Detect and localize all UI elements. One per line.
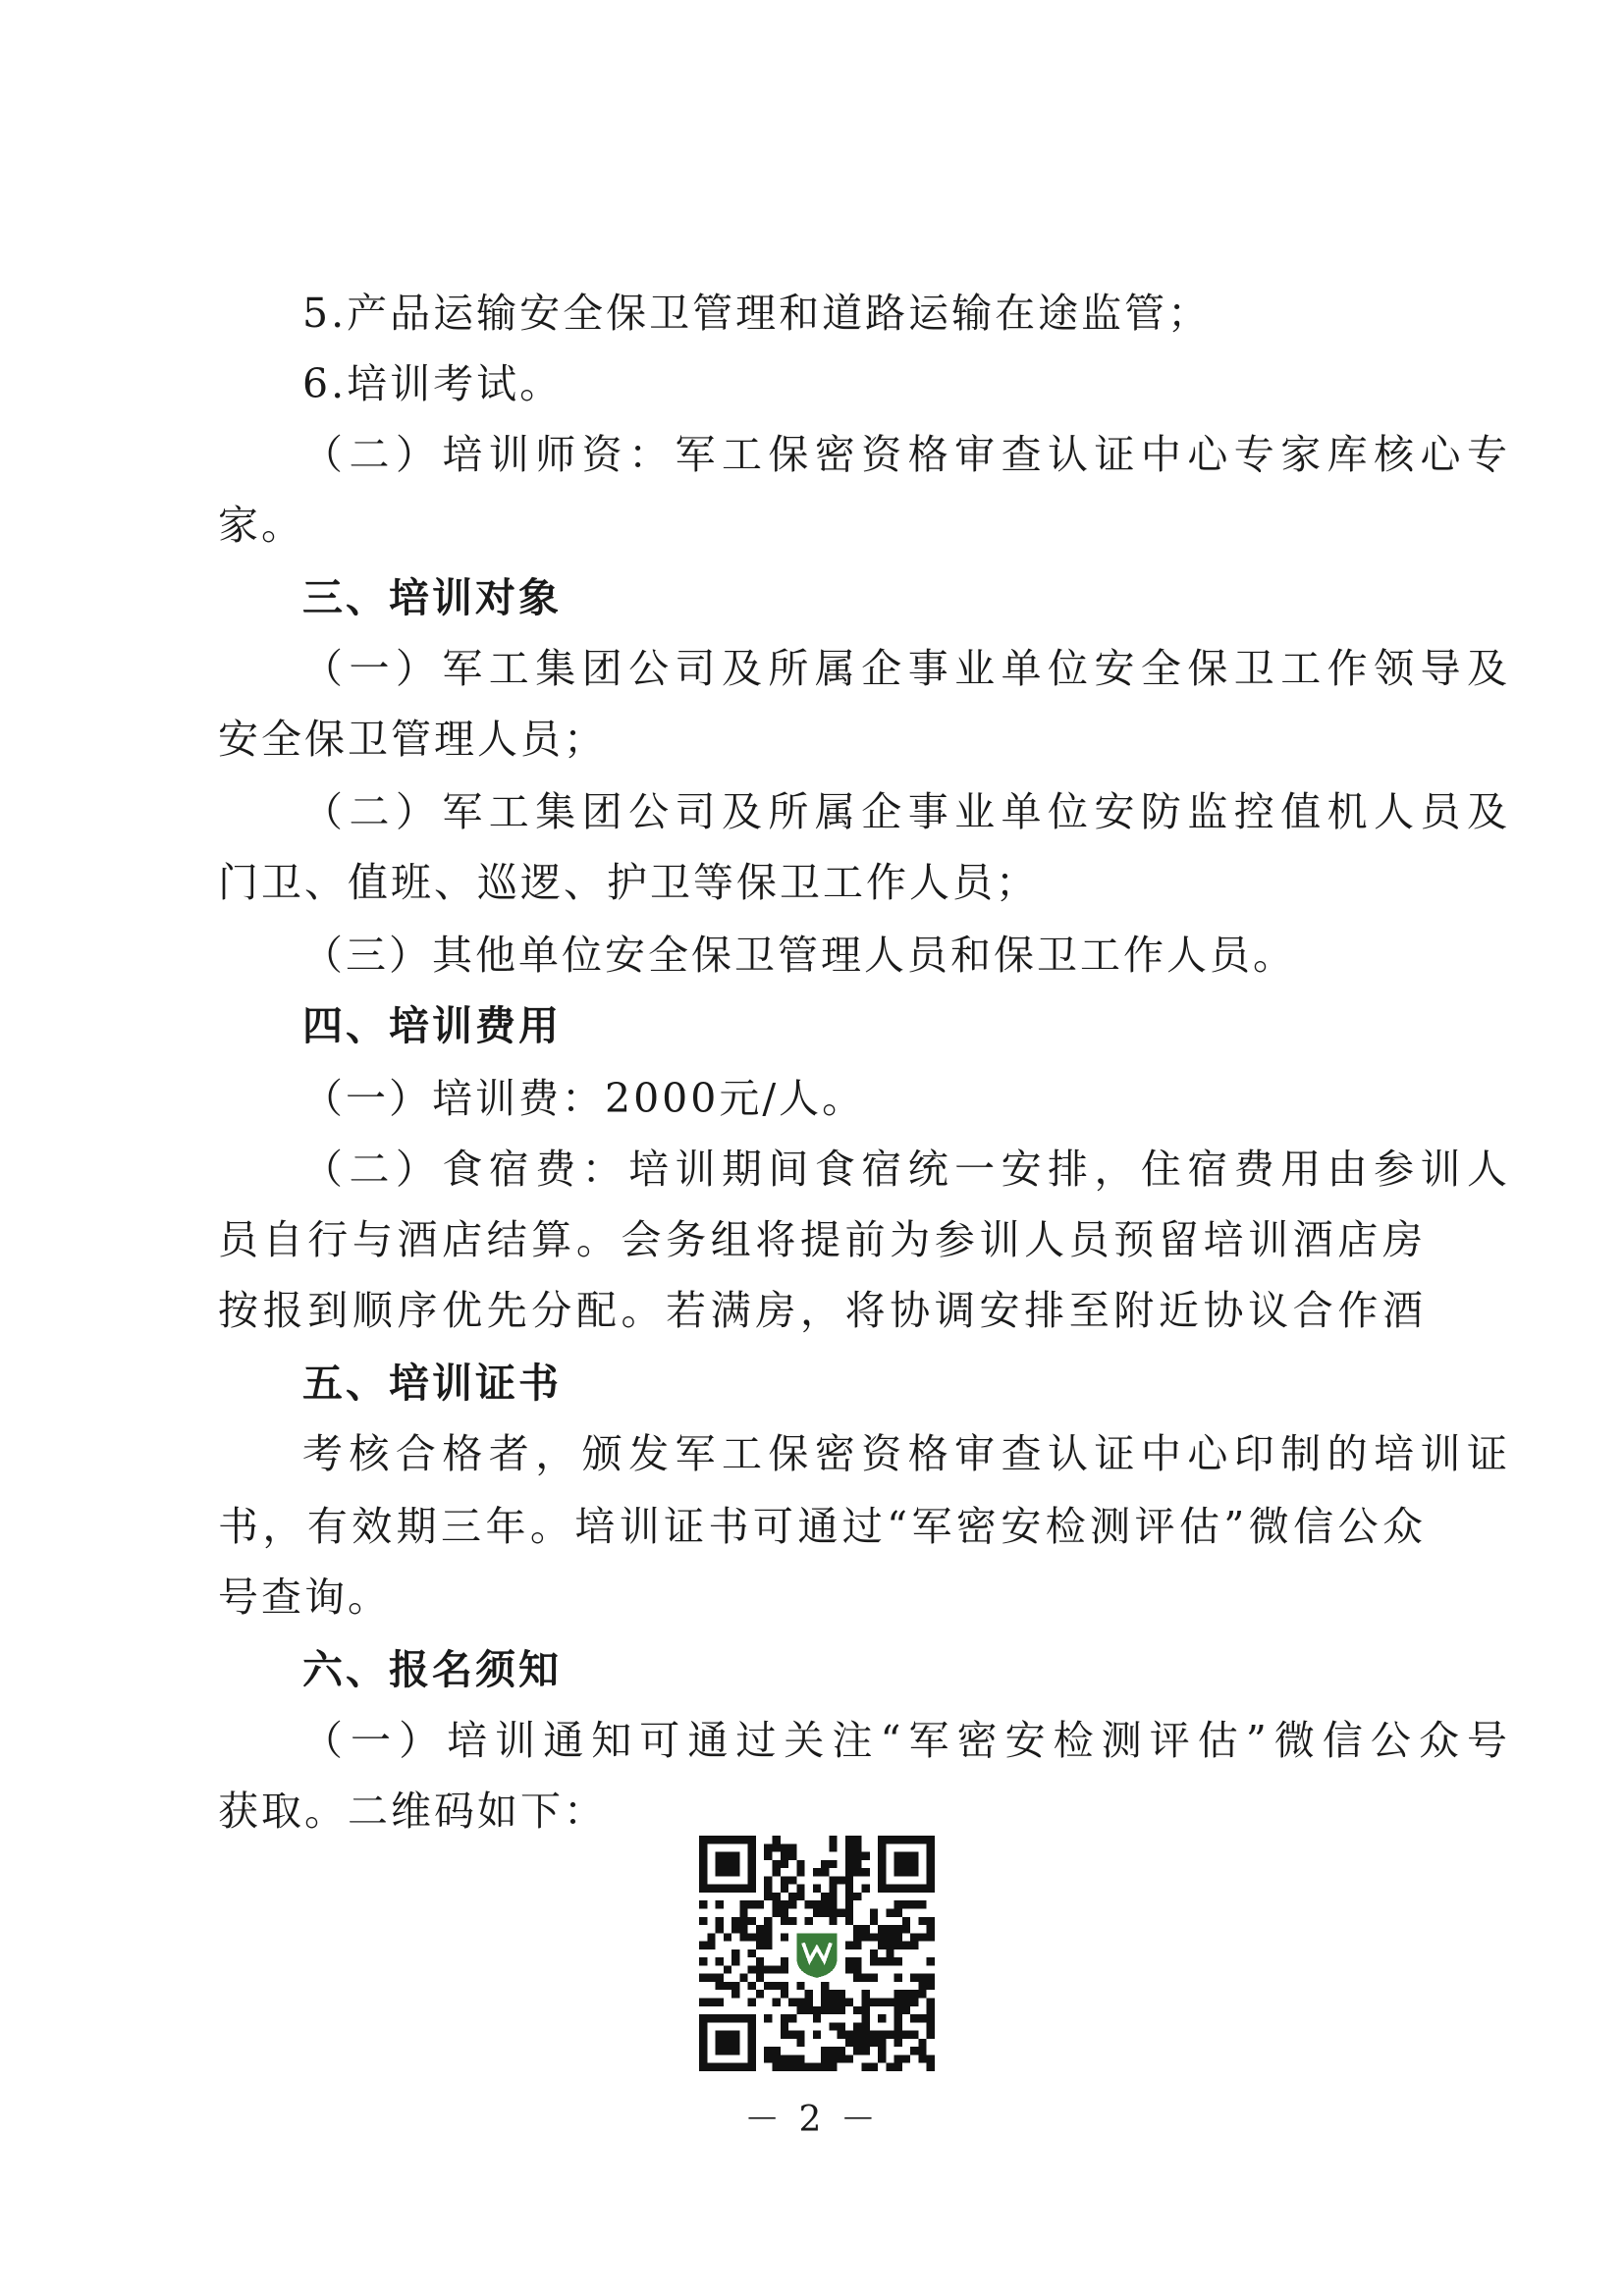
- paragraph-line: 获取。二维码如下：: [218, 1788, 607, 1835]
- list-item-6: 6.培训考试。: [302, 360, 564, 407]
- paragraph-line: 门卫、值班、巡逻、护卫等保卫工作人员；: [218, 859, 1039, 906]
- section-heading-5: 五、培训证书: [302, 1360, 562, 1407]
- paragraph-line: （一）军工集团公司及所属企事业单位安全保卫工作领导及: [302, 645, 1510, 692]
- paragraph-line: 员自行与酒店结算。会务组将提前为参训人员预留培训酒店房: [218, 1216, 1426, 1263]
- paragraph-line: 按报到顺序优先分配。若满房，将协调安排至附近协议合作酒: [218, 1287, 1426, 1334]
- list-item-5: 5.产品运输安全保卫管理和道路运输在途监管；: [302, 290, 1212, 337]
- qr-code-icon: [699, 1836, 935, 2071]
- paragraph-line: （一）培训通知可通过关注“军密安检测评估”微信公众号: [302, 1717, 1510, 1764]
- paragraph-line: 书，有效期三年。培训证书可通过“军密安检测评估”微信公众: [218, 1503, 1426, 1550]
- paragraph-line: （二）军工集团公司及所属企事业单位安防监控值机人员及: [302, 788, 1510, 835]
- paragraph-line: （二）培训师资：军工保密资格审查认证中心专家库核心专: [302, 431, 1510, 478]
- section-heading-4: 四、培训费用: [302, 1002, 562, 1049]
- section-heading-3: 三、培训对象: [302, 574, 562, 621]
- page-number: － 2 －: [744, 2100, 880, 2140]
- paragraph-line: （三）其他单位安全保卫管理人员和保卫工作人员。: [302, 932, 1296, 979]
- paragraph-line: （一）培训费：2000元/人。: [302, 1075, 866, 1122]
- section-heading-6: 六、报名须知: [302, 1646, 562, 1693]
- paragraph-line: 家。: [218, 502, 304, 549]
- paragraph-line: （二）食宿费：培训期间食宿统一安排，住宿费用由参训人: [302, 1146, 1510, 1193]
- paragraph-line: 号查询。: [218, 1574, 391, 1621]
- paragraph-line: 考核合格者，颁发军工保密资格审查认证中心印制的培训证: [302, 1430, 1510, 1477]
- paragraph-line: 安全保卫管理人员；: [218, 716, 607, 763]
